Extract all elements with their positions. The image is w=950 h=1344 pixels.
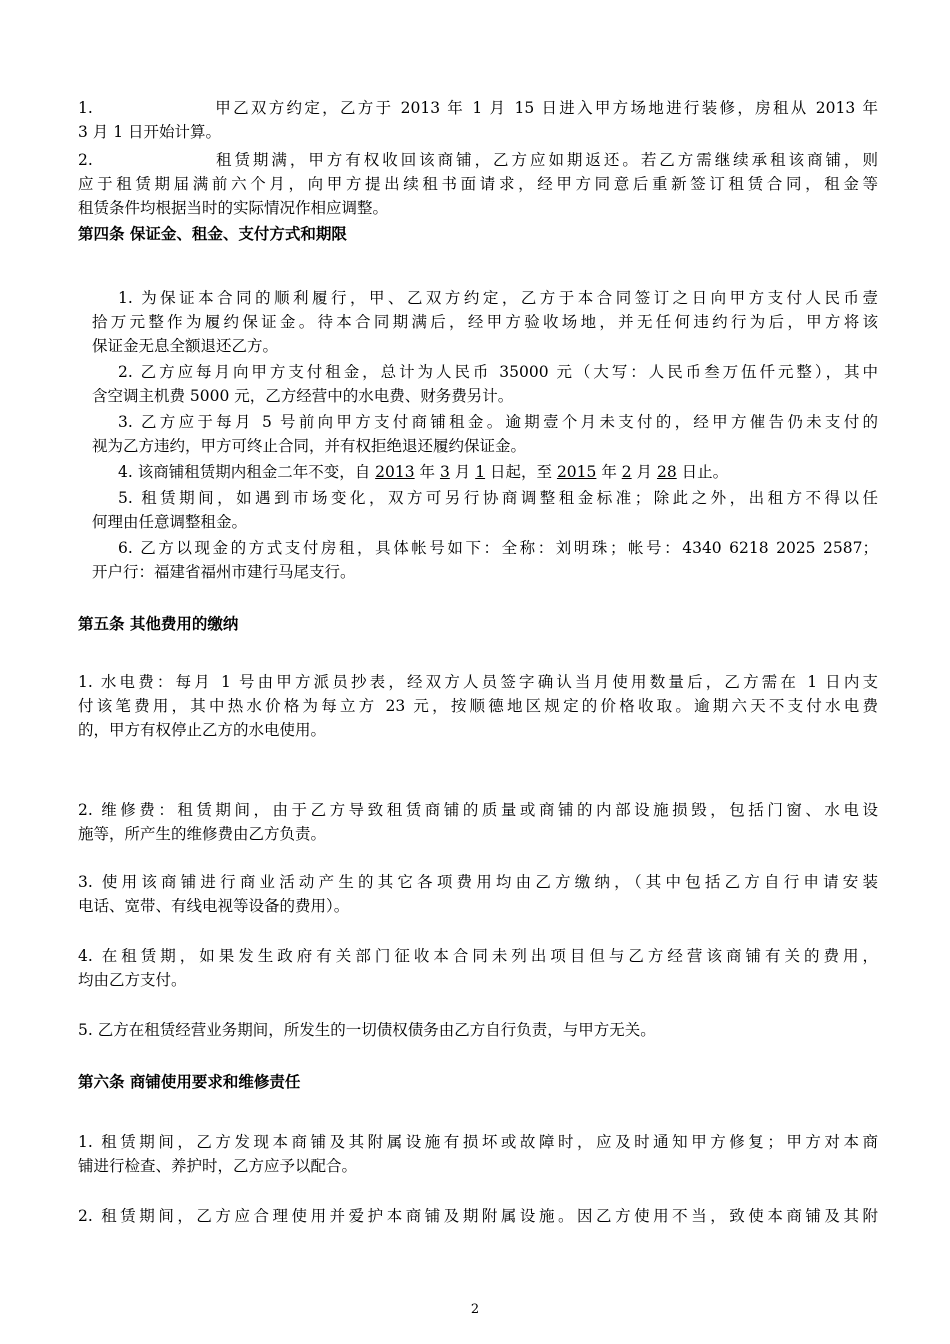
sec6-item2-line1: 2. 租赁期间，乙方应合理使用并爱护本商铺及期附属设施。因乙方使用不当，致使本商铺及其附 xyxy=(78,1207,878,1225)
sec5-item4-line1: 4. 在租赁期，如果发生政府有关部门征收本合同未列出项目但与乙方经营该商铺有关的费用， xyxy=(78,947,878,965)
sec5-item1-line2: 付该笔费用，其中热水价格为每立方 23 元，按顺德地区规定的价格收取。逾期六天不支付水电费 xyxy=(78,697,878,715)
sec3-item1-line1: 1. 甲乙双方约定，乙方于 2013 年 1 月 15 日进入甲方场地进行装修，房租从 2013 年 xyxy=(78,99,878,117)
sec4-item2-line1: 2. 乙方应每月向甲方支付租金，总计为人民币 35000 元（大写：人民币叁万伍仟元整），其中 xyxy=(118,363,878,381)
sec4-item1-line3: 保证金无息全额退还乙方。 xyxy=(92,337,279,355)
sec5-item1-line1: 1. 水电费：每月 1 号由甲方派员抄表，经双方人员签字确认当月使用数量后，乙方需在 1 日内支 xyxy=(78,673,878,691)
sec3-item2-line1: 2. 租赁期满，甲方有权收回该商铺，乙方应如期返还。若乙方需继续承租该商铺，则 xyxy=(78,151,878,169)
sec4-item2-line2: 含空调主机费 5000 元，乙方经营中的水电费、财务费另计。 xyxy=(92,387,514,405)
sec3-item2-line3: 租赁条件均根据当时的实际情况作相应调整。 xyxy=(78,199,389,217)
article-5-heading: 第五条 其他费用的缴纳 xyxy=(78,615,239,633)
sec5-item4-line2: 均由乙方支付。 xyxy=(78,971,187,989)
sec4-item5-line2: 何理由任意调整租金。 xyxy=(92,513,248,531)
sec4-item5-line1: 5. 租赁期间，如遇到市场变化，双方可另行协商调整租金标准；除此之外，出租方不得以任 xyxy=(118,489,878,507)
sec5-item2-line1: 2. 维修费：租赁期间，由于乙方导致租赁商铺的质量或商铺的内部设施损毁，包括门窗、水电设 xyxy=(78,801,878,819)
sec4-item6-line2: 开户行：福建省福州市建行马尾支行。 xyxy=(92,563,356,581)
sec5-item3-line2: 电话、宽带、有线电视等设备的费用）。 xyxy=(78,897,350,915)
sec3-item1-line2: 3 月 1 日开始计算。 xyxy=(78,123,222,141)
sec4-item3-line2: 视为乙方违约，甲方可终止合同，并有权拒绝退还履约保证金。 xyxy=(92,437,527,455)
sec3-item2-line2: 应于租赁期届满前六个月，向甲方提出续租书面请求，经甲方同意后重新签订租赁合同，租金等 xyxy=(78,175,878,193)
sec4-item1-line1: 1. 为保证本合同的顺利履行，甲、乙双方约定，乙方于本合同签订之日向甲方支付人民币壹 xyxy=(118,289,878,307)
sec5-item2-line2: 施等，所产生的维修费由乙方负责。 xyxy=(78,825,327,843)
sec4-item4: 4. 该商铺租赁期内租金二年不变，自 2013 年 3 月 1 日起，至 2015 年 2 月 28 日止。 xyxy=(118,463,729,481)
sec5-item5-line1: 5. 乙方在租赁经营业务期间，所发生的一切债权债务由乙方自行负责，与甲方无关。 xyxy=(78,1021,656,1039)
sec4-item3-line1: 3. 乙方应于每月 5 号前向甲方支付商铺租金。逾期壹个月未支付的，经甲方催告仍未支付的 xyxy=(118,413,878,431)
sec6-item1-line2: 铺进行检查、养护时，乙方应予以配合。 xyxy=(78,1157,358,1175)
sec5-item3-line1: 3. 使用该商铺进行商业活动产生的其它各项费用均由乙方缴纳，（其中包括乙方自行申请安装 xyxy=(78,873,878,891)
sec6-item1-line1: 1. 租赁期间，乙方发现本商铺及其附属设施有损坏或故障时，应及时通知甲方修复；甲方对本商 xyxy=(78,1133,878,1151)
page-number: 2 xyxy=(470,1302,480,1317)
sec4-item6-line1: 6. 乙方以现金的方式支付房租，具体帐号如下：全称：刘明珠；帐号：4340 6218 2025 2587； xyxy=(118,539,878,557)
sec5-item1-line3: 的，甲方有权停止乙方的水电使用。 xyxy=(78,721,327,739)
article-6-heading: 第六条 商铺使用要求和维修责任 xyxy=(78,1073,301,1091)
article-4-heading: 第四条 保证金、租金、支付方式和期限 xyxy=(78,225,347,243)
sec4-item1-line2: 拾万元整作为履约保证金。待本合同期满后，经甲方验收场地，并无任何违约行为后，甲方将该 xyxy=(92,313,878,331)
